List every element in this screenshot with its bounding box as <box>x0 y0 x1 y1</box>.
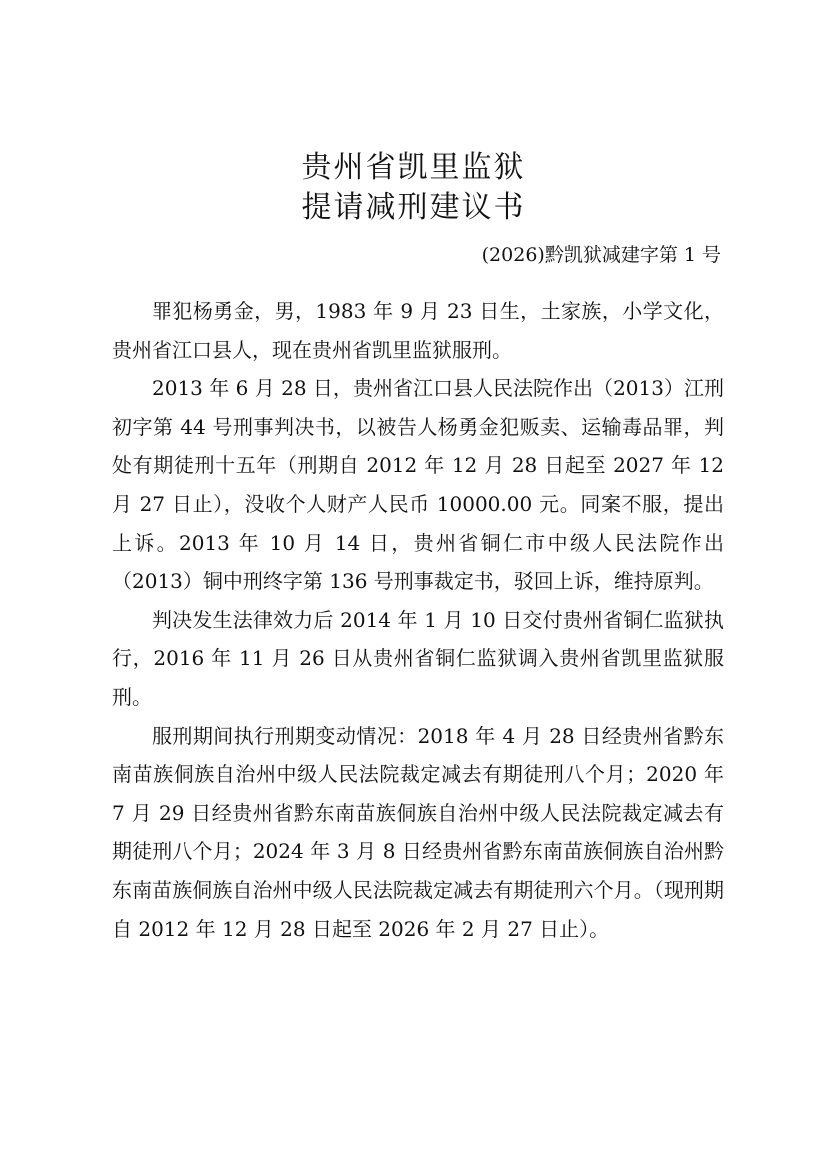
paragraph-criminal-info: 罪犯杨勇金，男，1983 年 9 月 23 日生，土家族，小学文化，贵州省江口县人，现在贵州省凯里监狱服刑。 <box>112 299 724 362</box>
document-title-org: 贵州省凯里监狱 <box>301 150 526 185</box>
document-number: (2026)黔凯狱减建字第 1 号 <box>481 244 721 266</box>
paragraph-judgment: 2013 年 6 月 28 日，贵州省江口县人民法院作出（2013）江刑初字第 44 号刑事判决书，以被告人杨勇金犯贩卖、运输毒品罪，判处有期徒刑十五年（刑期自 2012 年 12 月 28 日起至 2027 年 12 月 27 日止），没收个人财产人民币 10000.00 元。同案不服，提出上诉。2013 年 10 月 14 日，贵州省铜仁市中级人民法院作出（2013）铜中刑终字第 136 号刑事裁定书，驳回上诉，维持原判。 <box>112 376 724 594</box>
document-title-type: 提请减刑建议书 <box>301 190 526 225</box>
paragraph-transfer: 判决发生法律效力后 2014 年 1 月 10 日交付贵州省铜仁监狱执行，2016 年 11 月 26 日从贵州省铜仁监狱调入贵州省凯里监狱服刑。 <box>112 607 724 709</box>
document-body <box>112 292 724 948</box>
paragraph-sentence-changes: 服刑期间执行刑期变动情况：2018 年 4 月 28 日经贵州省黔东南苗族侗族自治州中级人民法院裁定减去有期徒刑八个月；2020 年 7 月 29 日经贵州省黔东南苗族侗族自治州中级人民法院裁定减去有期徒刑八个月；2024 年 3 月 8 日经贵州省黔东南苗族侗族自治州黔东南苗族侗族自治州中级人民法院裁定减去有期徒刑六个月。（现刑期自 2012 年 12 月 28 日起至 2026 年 2 月 27 日止）。 <box>112 723 724 941</box>
